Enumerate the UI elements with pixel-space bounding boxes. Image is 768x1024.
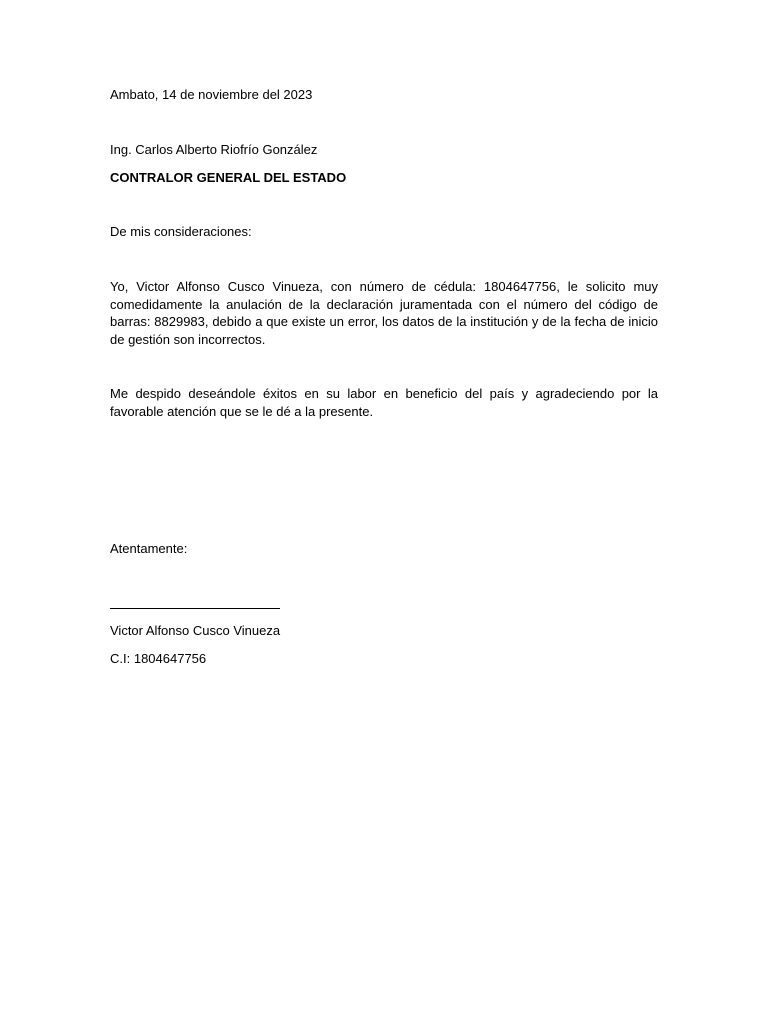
closing: Atentamente: bbox=[110, 541, 188, 556]
salutation: De mis consideraciones: bbox=[110, 224, 252, 239]
signature-line bbox=[110, 608, 280, 609]
recipient-title: CONTRALOR GENERAL DEL ESTADO bbox=[110, 170, 347, 185]
signer-name: Victor Alfonso Cusco Vinueza bbox=[110, 623, 281, 638]
recipient-name: Ing. Carlos Alberto Riofrío González bbox=[110, 142, 318, 157]
body-paragraph-2: Me despido deseándole éxitos en su labor en beneficio del país y agradeciendo por la favorable atención que se le dé a la presente. bbox=[110, 386, 658, 419]
date-line: Ambato, 14 de noviembre del 2023 bbox=[110, 87, 313, 102]
signer-id: C.I: 1804647756 bbox=[110, 651, 207, 666]
body-paragraph-1: Yo, Victor Alfonso Cusco Vinueza, con número de cédula: 1804647756, le solicito muy comedidamente la anulación de la declaración juramentada con el número del código de barras: 8829983, debido a que existe un error, los datos de la institución y de la fecha de inicio de gestión son incorrectos. bbox=[110, 279, 658, 347]
